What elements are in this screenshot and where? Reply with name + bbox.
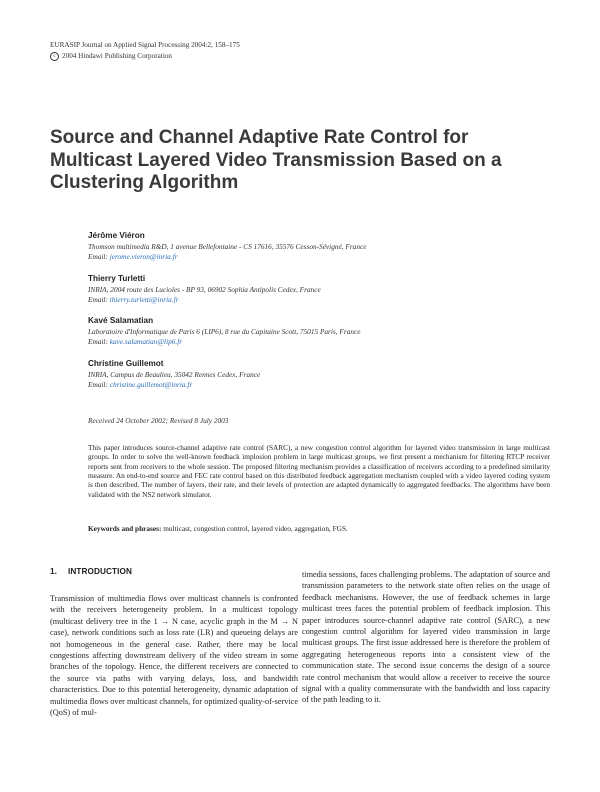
author-email-link[interactable]: christine.guillemot@inria.fr [109, 379, 193, 389]
author-block [88, 358, 538, 390]
email-label: Email: [88, 294, 108, 304]
author-email-line [88, 337, 538, 347]
author-affiliation: INRIA, Campus de Beaulieu, 35042 Rennes Cedex, France [88, 369, 261, 379]
author-name: Christine Guillemot [88, 358, 164, 368]
email-label: Email: [88, 252, 108, 261]
paper-title: Source and Channel Adaptive Rate Control for Multicast Layered Video Transmission Based on a Clustering Algorithm [50, 127, 502, 193]
author-email-link[interactable]: thierry.turletti@inria.fr [109, 294, 179, 304]
section-title: INTRODUCTION [68, 567, 132, 576]
author-email-link[interactable]: jerome.vieron@inria.fr [109, 252, 178, 261]
author-affiliation: Thomson multimedia R&D, 1 avenue Bellefontaine - CS 17616, 35576 Cesson-Sévigné, France [88, 242, 367, 251]
received-dates: Received 24 October 2002; Revised 8 July 2003 [88, 416, 229, 425]
abstract: This paper introduces source-channel adaptive rate control (SARC), a new congestion control algorithm for layered video transmission in large multicast groups. In order to solve the well-known feedback implosion problem in large multicast groups, we first present a mechanism for filtering RTCP receiver reports sent from receivers to the whole session. The proposed filtering mechanism provides a classification of receivers according to a predefined similarity measure. An end-to-end source and FEC rate control based on this distributed feedback aggregation mechanism coupled with a video layered coding system is then described. The number of layers, their rate, and their levels of protection are adapted dynamically to aggregated feedbacks. The algorithms have been validated with the NS2 network simulator. [88, 443, 550, 499]
section-heading [50, 567, 132, 576]
copyright-line [50, 51, 240, 62]
author-name: Jérôme Viéron [88, 231, 145, 240]
author-block [88, 230, 538, 262]
journal-header [50, 40, 240, 62]
keywords-label: Keywords and phrases: [88, 524, 162, 533]
copyright-text: 2004 Hindawi Publishing Corporation [62, 52, 173, 60]
journal-line: EURASIP Journal on Applied Signal Processing 2004:2, 158–175 [50, 41, 240, 49]
author-name: Thierry Turletti [88, 273, 146, 283]
copyright-icon: c [50, 52, 59, 61]
author-email-line [88, 380, 538, 390]
keywords-text: multicast, congestion control, layered video, aggregation, FGS. [163, 524, 348, 533]
keywords [88, 524, 348, 533]
author-list [88, 230, 538, 400]
author-email-link[interactable]: kave.salamatian@lip6.fr [109, 337, 183, 346]
author-email-line [88, 295, 538, 305]
body-left-column: Transmission of multimedia flows over multicast channels is confronted with the receivers heterogeneity problem. In a multicast topology (multicast delivery tree in the 1 → N case, acyclic graph in the M → N case), network conditions such as loss rate (LR) and queueing delays are not homogeneous in the general case. Rather, there may be local congestions affecting downstream delivery of the video stream in some branches of the topology. Hence, the different receivers are connected to the source via paths with varying delays, loss, and bandwidth characteristics. Due to this potential heterogeneity, dynamic adaptation of multimedia flows over multicast channels, for optimized quality-of-service (QoS) of mul- [50, 594, 298, 718]
body-right-column: timedia sessions, faces challenging problems. The adaptation of source and transmission parameters to the network state often relies on the usage of feedback mechanisms. However, the use of feedback schemes in large multicast trees faces the potential problem of feedback implosion. This paper introduces source-channel adaptive rate control (SARC), a new congestion control algorithm for layered video transmission in large multicast groups. The first issue addressed here is therefore the problem of aggregating heterogeneous reports into a consistent view of the communication state. The second issue concerns the design of a source rate control mechanism that would allow a receiver to receive the source signal with a quality commensurate with the bandwidth and loss capacity of the path leading to it. [302, 570, 550, 705]
author-affiliation: Laboratoire d'Informatique de Paris 6 (LIP6), 8 rue du Capitaine Scott, 75015 Paris, France [88, 327, 361, 336]
email-label: Email: [88, 337, 108, 346]
author-block [88, 273, 538, 305]
author-affiliation: INRIA, 2004 route des Lucioles - BP 93, 06902 Sophia Antipolis Cedex, France [88, 284, 321, 294]
author-block [88, 315, 538, 347]
section-number: 1. [50, 567, 58, 576]
email-label: Email: [88, 379, 108, 389]
author-name: Kavé Salamatian [88, 316, 154, 325]
author-email-line [88, 252, 538, 262]
